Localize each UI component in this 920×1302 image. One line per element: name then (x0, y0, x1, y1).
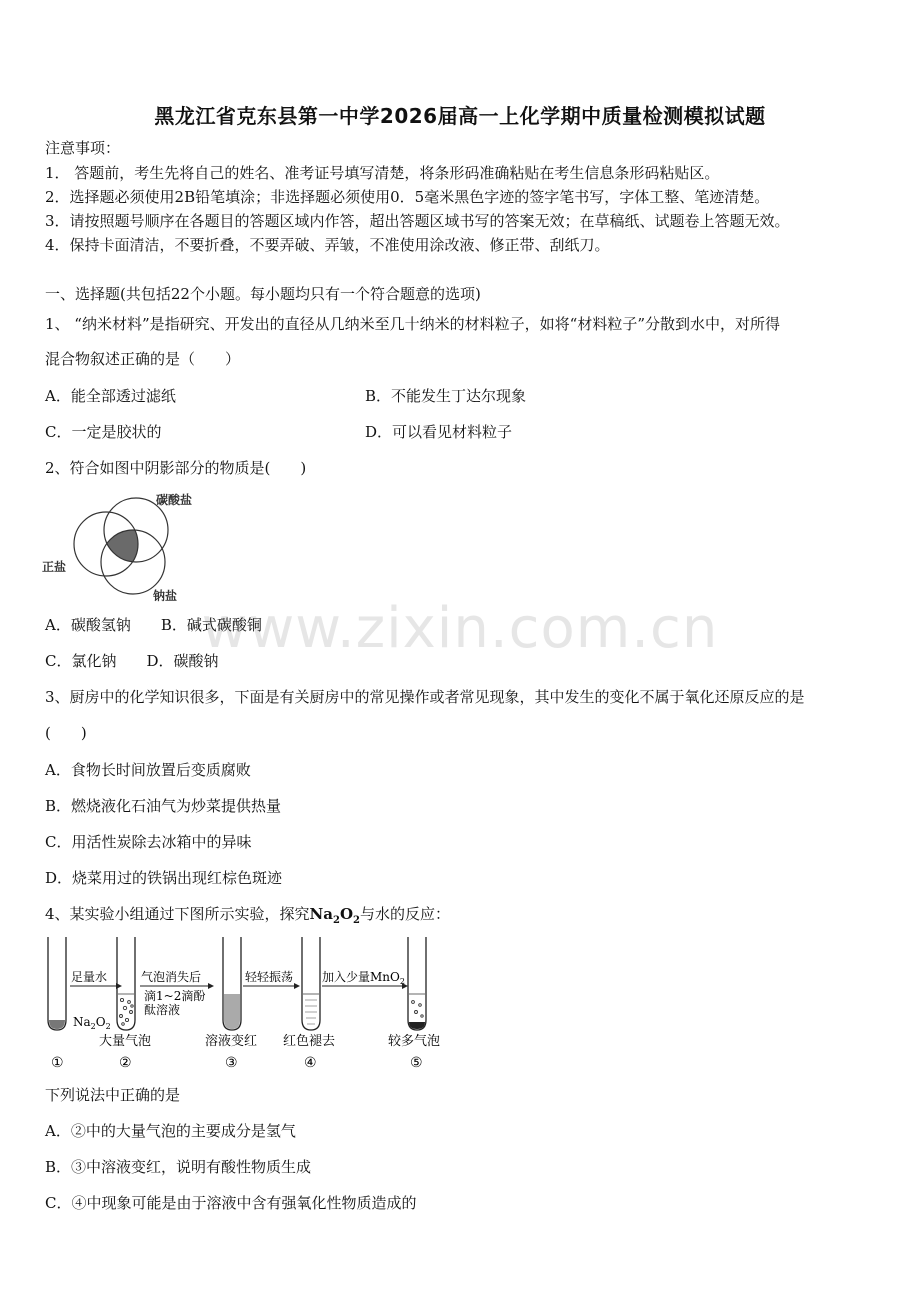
caption-tube-5: 较多气泡 (388, 1034, 441, 1049)
q3-stem-line1: 3、厨房中的化学知识很多，下面是有关厨房中的常见操作或者常见现象，其中发生的变化不属于氧化还原反应的是 (45, 688, 805, 706)
venn-label-carbonate: 碳酸盐 (156, 493, 193, 507)
number-2: ② (119, 1055, 132, 1071)
venn-diagram (40, 488, 210, 606)
q2-options-cd: C．氯化钠 D．碳酸钠 (45, 652, 219, 670)
q1-option-d: D．可以看见材料粒子 (365, 423, 513, 441)
notice-item: 1． 答题前，考生先将自己的姓名、准考证号填写清楚，将条形码准确粘贴在考生信息条形码粘贴区。 (45, 164, 720, 182)
q3-option-a: A．食物长时间放置后变质腐败 (45, 761, 251, 779)
notice-item: 3．请按照题号顺序在各题目的答题区域内作答，超出答题区域书写的答案无效；在草稿纸、试题卷上答题无效。 (45, 212, 790, 230)
q3-option-b: B．燃烧液化石油气为炒菜提供热量 (45, 797, 282, 815)
section-heading: 一、选择题(共包括22个小题。每小题均只有一个符合题意的选项) (45, 285, 481, 303)
label-na2o2: $Na_2O_2$ (73, 1015, 111, 1031)
q4-stem: 4、某实验小组通过下图所示实验，探究$Na_2O_2$与水的反应： (45, 905, 451, 926)
q2-stem: 2、符合如图中阴影部分的物质是( ) (45, 459, 307, 477)
caption-tube-3: 溶液变红 (205, 1034, 258, 1049)
notice-heading: 注意事项： (45, 139, 121, 157)
q4-option-c: C．④中现象可能是由于溶液中含有强氧化性物质造成的 (45, 1194, 417, 1212)
q4-option-b: B．③中溶液变红，说明有酸性物质生成 (45, 1158, 312, 1176)
test-tube-5 (408, 937, 426, 1030)
arrow-4-label: 加入少量MnO$_2$ (322, 970, 405, 986)
test-tube-4 (302, 937, 320, 1030)
arrow-2-label-line3: 酞溶液 (144, 1003, 181, 1017)
q3-stem-line2: ( ) (45, 724, 87, 742)
q4-option-a: A．②中的大量气泡的主要成分是氢气 (45, 1122, 296, 1140)
q1-option-c: C．一定是胶状的 (45, 423, 162, 441)
q1-stem-line2: 混合物叙述正确的是（ ） (45, 350, 241, 368)
notice-item: 4．保持卡面清洁，不要折叠，不要弄破、弄皱，不准使用涂改液、修正带、刮纸刀。 (45, 236, 610, 254)
arrow-2-label-line1: 气泡消失后 (141, 970, 202, 984)
q3-option-c: C．用活性炭除去冰箱中的异味 (45, 833, 252, 851)
number-5: ⑤ (410, 1055, 423, 1071)
q4-question: 下列说法中正确的是 (45, 1086, 181, 1104)
caption-tube-4: 红色褪去 (283, 1034, 336, 1049)
venn-label-sodium-salt: 钠盐 (153, 589, 178, 603)
caption-tube-2: 大量气泡 (99, 1034, 152, 1049)
q1-stem-line1: 1、 “纳米材料”是指研究、开发出的直径从几纳米至几十纳米的材料粒子，如将“材料粒子”分散到水中，对所得 (45, 315, 780, 333)
number-1: ① (51, 1055, 64, 1071)
number-4: ④ (304, 1055, 317, 1071)
q1-option-b: B．不能发生丁达尔现象 (365, 387, 527, 405)
page-title: 黑龙江省克东县第一中学2026届高一上化学期中质量检测模拟试题 (154, 104, 766, 128)
test-tube-3 (223, 937, 241, 1030)
test-tube-1 (48, 937, 66, 1030)
arrow-2-label-line2: 滴1~2滴酚 (144, 989, 206, 1003)
venn-label-normal-salt: 正盐 (42, 560, 67, 574)
q2-options-ab: A．碳酸氢钠 B．碱式碳酸铜 (45, 616, 262, 634)
number-3: ③ (225, 1055, 238, 1071)
arrow-3-label: 轻轻振荡 (245, 970, 294, 984)
arrow-1-label: 足量水 (71, 970, 108, 984)
q1-option-a: A．能全部透过滤纸 (45, 387, 176, 405)
experiment-diagram (40, 932, 460, 1072)
test-tube-2 (117, 937, 135, 1030)
notice-item: 2．选择题必须使用2B铅笔填涂；非选择题必须使用0．5毫米黑色字迹的签字笔书写，字体工整、笔迹清楚。 (45, 188, 770, 206)
q3-option-d: D．烧菜用过的铁锅出现红棕色斑迹 (45, 869, 283, 887)
watermark: www.zixin.com.cn (201, 596, 719, 661)
